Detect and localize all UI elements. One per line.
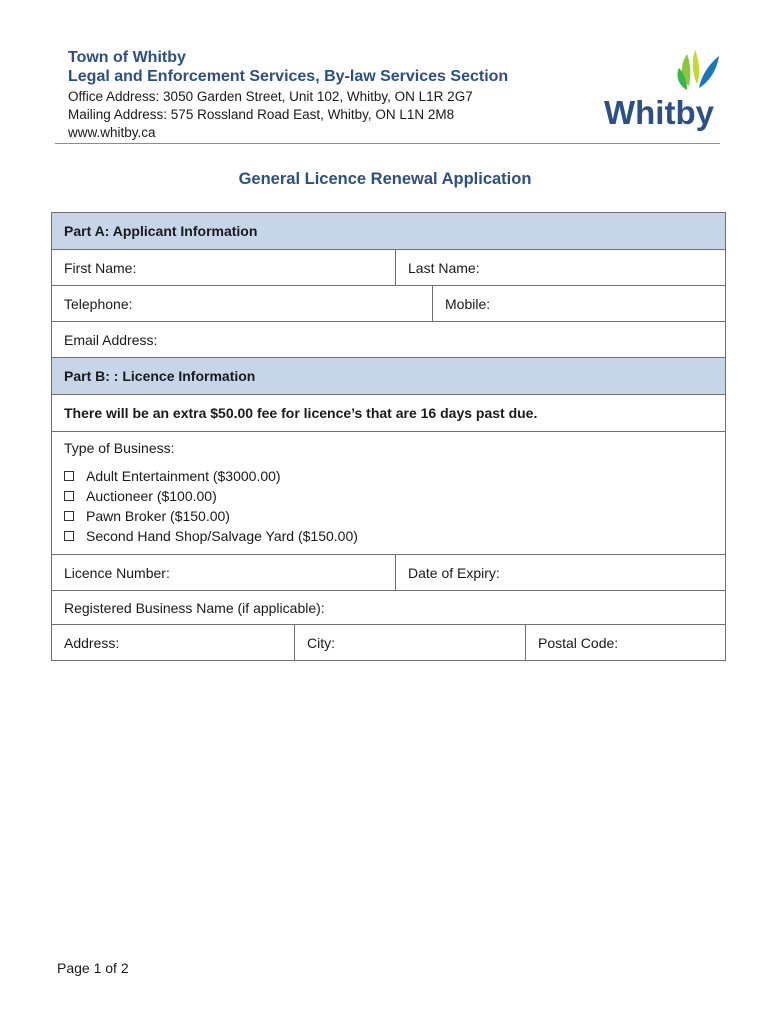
department-name: Legal and Enforcement Services, By-law Services Section	[68, 68, 509, 85]
website-link[interactable]: www.whitby.ca	[68, 125, 156, 140]
form-title: General Licence Renewal Application	[238, 170, 532, 188]
first-name-field[interactable]	[52, 250, 396, 286]
whitby-logo	[599, 46, 721, 138]
mobile-label: Mobile:	[445, 295, 491, 312]
telephone-field[interactable]	[52, 286, 433, 322]
email-label: Email Address:	[64, 331, 158, 348]
first-name-label: First Name:	[64, 259, 137, 276]
checkbox[interactable]	[64, 511, 74, 521]
option-auctioneer[interactable]	[64, 486, 713, 506]
business-type-section	[52, 432, 726, 555]
org-name: Town of Whitby	[68, 49, 186, 66]
late-fee-note: There will be an extra $50.00 fee for licence’s that are 16 days past due.	[52, 395, 726, 432]
mobile-field[interactable]	[433, 286, 726, 322]
page-number: Page 1 of 2	[57, 960, 129, 976]
date-of-expiry-label: Date of Expiry:	[408, 564, 500, 581]
option-label: Auctioneer ($100.00)	[86, 488, 217, 504]
option-second-hand-shop[interactable]	[64, 526, 713, 546]
application-form	[51, 212, 726, 661]
licence-number-field[interactable]	[52, 555, 396, 591]
date-of-expiry-field[interactable]	[396, 555, 726, 591]
option-adult-entertainment[interactable]	[64, 466, 713, 486]
logo-leaf-lime	[693, 50, 699, 84]
option-label: Second Hand Shop/Salvage Yard ($150.00)	[86, 528, 358, 544]
licence-number-label: Licence Number:	[64, 564, 170, 581]
business-name-label: Registered Business Name (if applicable):	[64, 599, 325, 616]
part-a-heading: Part A: Applicant Information	[52, 213, 726, 250]
logo-leaf-blue	[699, 56, 719, 88]
city-field[interactable]	[295, 625, 526, 661]
telephone-label: Telephone:	[64, 295, 133, 312]
address-label: Address:	[64, 634, 120, 651]
checkbox[interactable]	[64, 531, 74, 541]
email-field[interactable]	[52, 322, 726, 358]
option-label: Pawn Broker ($150.00)	[86, 508, 230, 524]
mailing-address: Mailing Address: 575 Rossland Road East, Whitby, ON L1N 2M8	[68, 107, 455, 122]
postal-code-field[interactable]	[526, 625, 726, 661]
option-pawn-broker[interactable]	[64, 506, 713, 526]
address-field[interactable]	[52, 625, 295, 661]
part-b-heading: Part B: : Licence Information	[52, 358, 726, 395]
header-divider	[55, 143, 720, 144]
business-name-field[interactable]	[52, 591, 726, 625]
logo-text: Whitby	[604, 94, 714, 131]
business-type-label: Type of Business:	[64, 440, 175, 456]
last-name-label: Last Name:	[408, 259, 480, 276]
city-label: City:	[307, 634, 335, 651]
page-header	[55, 46, 720, 144]
postal-code-label: Postal Code:	[538, 634, 619, 651]
checkbox[interactable]	[64, 491, 74, 501]
option-label: Adult Entertainment ($3000.00)	[86, 468, 281, 484]
checkbox[interactable]	[64, 471, 74, 481]
last-name-field[interactable]	[396, 250, 726, 286]
office-address: Office Address: 3050 Garden Street, Unit 102, Whitby, ON L1R 2G7	[68, 89, 473, 104]
